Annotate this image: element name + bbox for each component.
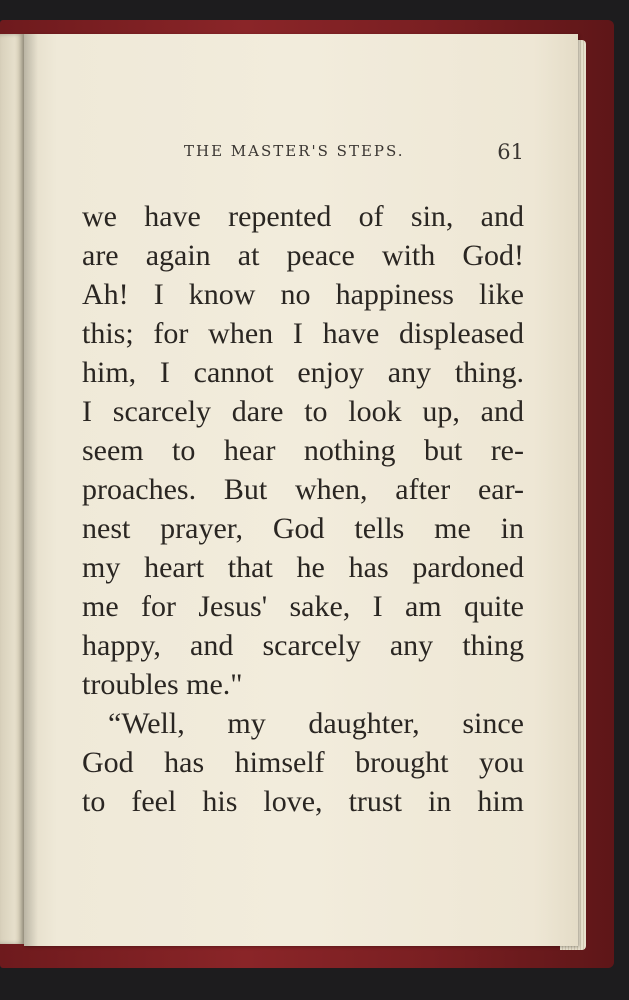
text-line: I scarcely dare to look up, and xyxy=(82,395,524,428)
gutter-shadow xyxy=(24,34,38,946)
text-line: Ah! I know no happiness like xyxy=(82,278,524,311)
text-line: “Well, my daughter, since xyxy=(108,707,524,740)
book-page xyxy=(24,34,578,946)
text-line: this; for when I have displeased xyxy=(82,317,524,350)
text-line: me for Jesus' sake, I am quite xyxy=(82,590,524,623)
text-line: God has himself brought you xyxy=(82,746,524,779)
text-line: troubles me." xyxy=(82,668,243,701)
left-page-edge xyxy=(0,34,24,944)
text-line: proaches. But when, after ear- xyxy=(82,473,524,506)
body-text xyxy=(82,197,524,821)
text-line: are again at peace with God! xyxy=(82,239,524,272)
running-head-title: THE MASTER'S STEPS. xyxy=(184,142,405,160)
text-line: my heart that he has pardoned xyxy=(82,551,524,584)
text-line: to feel his love, trust in him xyxy=(82,785,524,818)
text-line: happy, and scarcely any thing xyxy=(82,629,524,662)
text-line: seem to hear nothing but re- xyxy=(82,434,524,467)
text-line: him, I cannot enjoy any thing. xyxy=(82,356,524,389)
text-line: nest prayer, God tells me in xyxy=(82,512,524,545)
page-number: 61 xyxy=(497,140,524,164)
text-line: we have repented of sin, and xyxy=(82,200,524,233)
